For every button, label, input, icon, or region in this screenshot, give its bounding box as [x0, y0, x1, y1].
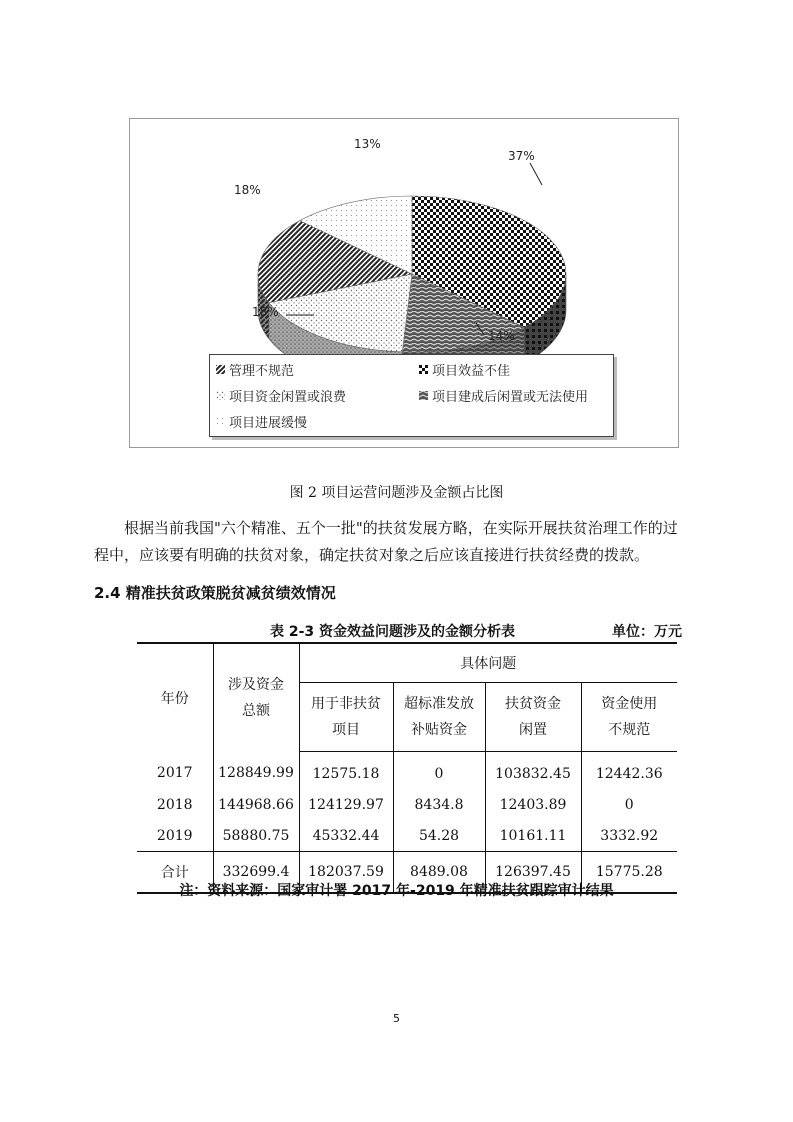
table-cell: 10161.11 — [485, 820, 581, 852]
data-label-13: 13% — [354, 137, 381, 151]
legend-swatch-sparse — [216, 417, 225, 426]
header-total-line2: 总额 — [242, 702, 270, 719]
header-c2-line2: 补贴资金 — [411, 722, 467, 738]
table-title: 表 2-3 资金效益问题涉及的金额分析表 — [270, 624, 516, 640]
legend-swatch-diag — [216, 365, 225, 374]
header-c4-line1: 资金使用 — [601, 696, 658, 712]
table-cell: 12403.89 — [485, 789, 581, 820]
table-cell: 124129.97 — [299, 789, 393, 820]
table-cell: 126397.45 — [485, 852, 581, 894]
header-c2-line1: 超标准发放 — [404, 696, 474, 712]
header-c1-line1: 用于非扶贫 — [311, 696, 381, 712]
data-label-18-b: 18% — [234, 183, 261, 197]
table-cell: 103832.45 — [485, 752, 581, 790]
table-cell: 58880.75 — [213, 820, 299, 852]
table-cell: 12442.36 — [581, 752, 677, 790]
header-idle-funds — [485, 683, 581, 752]
table-cell: 2018 — [156, 796, 193, 813]
legend-label: 项目效益不佳 — [432, 364, 511, 379]
table-cell: 332699.4 — [213, 852, 299, 894]
table-cell: 0 — [393, 752, 485, 790]
legend-label: 管理不规范 — [229, 364, 295, 379]
data-label-14: 14% — [488, 329, 515, 343]
header-year: 年份 — [137, 643, 213, 752]
legend-item-slow-progress — [216, 412, 307, 431]
chart-legend — [209, 354, 614, 437]
page-number: 5 — [393, 1012, 400, 1025]
table-cell: 15775.28 — [581, 852, 677, 894]
legend-label: 项目建成后闲置或无法使用 — [432, 390, 589, 405]
table-cell: 2017 — [156, 765, 193, 782]
table-cell: 45332.44 — [299, 820, 393, 852]
table-cell: 8489.08 — [393, 852, 485, 894]
body-paragraph — [94, 515, 696, 569]
legend-item-idle-after-build — [419, 386, 588, 405]
table-cell: 12575.18 — [299, 752, 393, 790]
legend-item-benefit — [419, 360, 510, 379]
table-cell: 2019 — [156, 827, 193, 844]
legend-item-management — [216, 360, 294, 379]
table-cell: 54.28 — [393, 820, 485, 852]
source-note: 注：资料来源：国家审计署 2017 年-2019 年精准扶贫跟踪审计结果 — [179, 883, 614, 899]
table-row — [137, 820, 677, 852]
table-cell: 3332.92 — [581, 820, 677, 852]
legend-swatch-weave — [419, 391, 428, 400]
legend-item-funds-idle — [216, 386, 346, 405]
table-row — [137, 789, 677, 820]
header-c4-line2: 不规范 — [608, 722, 651, 738]
paragraph-line-2: 程中，应该要有明确的扶贫对象，确定扶贫对象之后应该直接进行扶贫经费的拨款。 — [94, 546, 650, 564]
table-cell: 合计 — [137, 852, 213, 894]
header-c3-line1: 扶贫资金 — [505, 696, 561, 712]
section-heading: 2.4 精准扶贫政策脱贫减贫绩效情况 — [94, 584, 336, 602]
leader-line-lbl-0 — [530, 163, 542, 185]
table-cell: 8434.8 — [393, 789, 485, 820]
table-unit: 单位：万元 — [612, 624, 682, 640]
header-c3-line2: 闲置 — [519, 722, 547, 738]
paragraph-line-1: 根据当前我国"六个精准、五个一批"的扶贫发展方略，在实际开展扶贫治理工作的过 — [124, 519, 678, 537]
header-total — [213, 643, 299, 752]
header-non-poverty-use — [299, 683, 393, 752]
data-label-37: 37% — [508, 149, 535, 163]
table-cell: 144968.66 — [213, 789, 299, 820]
header-excess-subsidy — [393, 683, 485, 752]
funds-analysis-table — [137, 642, 677, 894]
table-cell: 182037.59 — [299, 852, 393, 894]
legend-label: 项目资金闲置或浪费 — [229, 390, 347, 405]
header-irregular-use — [581, 683, 677, 752]
legend-swatch-dots — [216, 391, 225, 400]
table-cell: 0 — [581, 789, 677, 820]
data-label-18-a: 18% — [252, 305, 279, 319]
header-c1-line2: 项目 — [332, 722, 360, 738]
legend-label: 项目进展缓慢 — [229, 416, 308, 431]
table-cell: 128849.99 — [213, 752, 299, 790]
figure-caption: 图 2 项目运营问题涉及金额占比图 — [289, 485, 504, 501]
header-total-line1: 涉及资金 — [228, 676, 284, 693]
legend-swatch-check — [419, 365, 428, 374]
table-row — [137, 752, 677, 790]
header-specific-issues: 具体问题 — [299, 643, 677, 683]
